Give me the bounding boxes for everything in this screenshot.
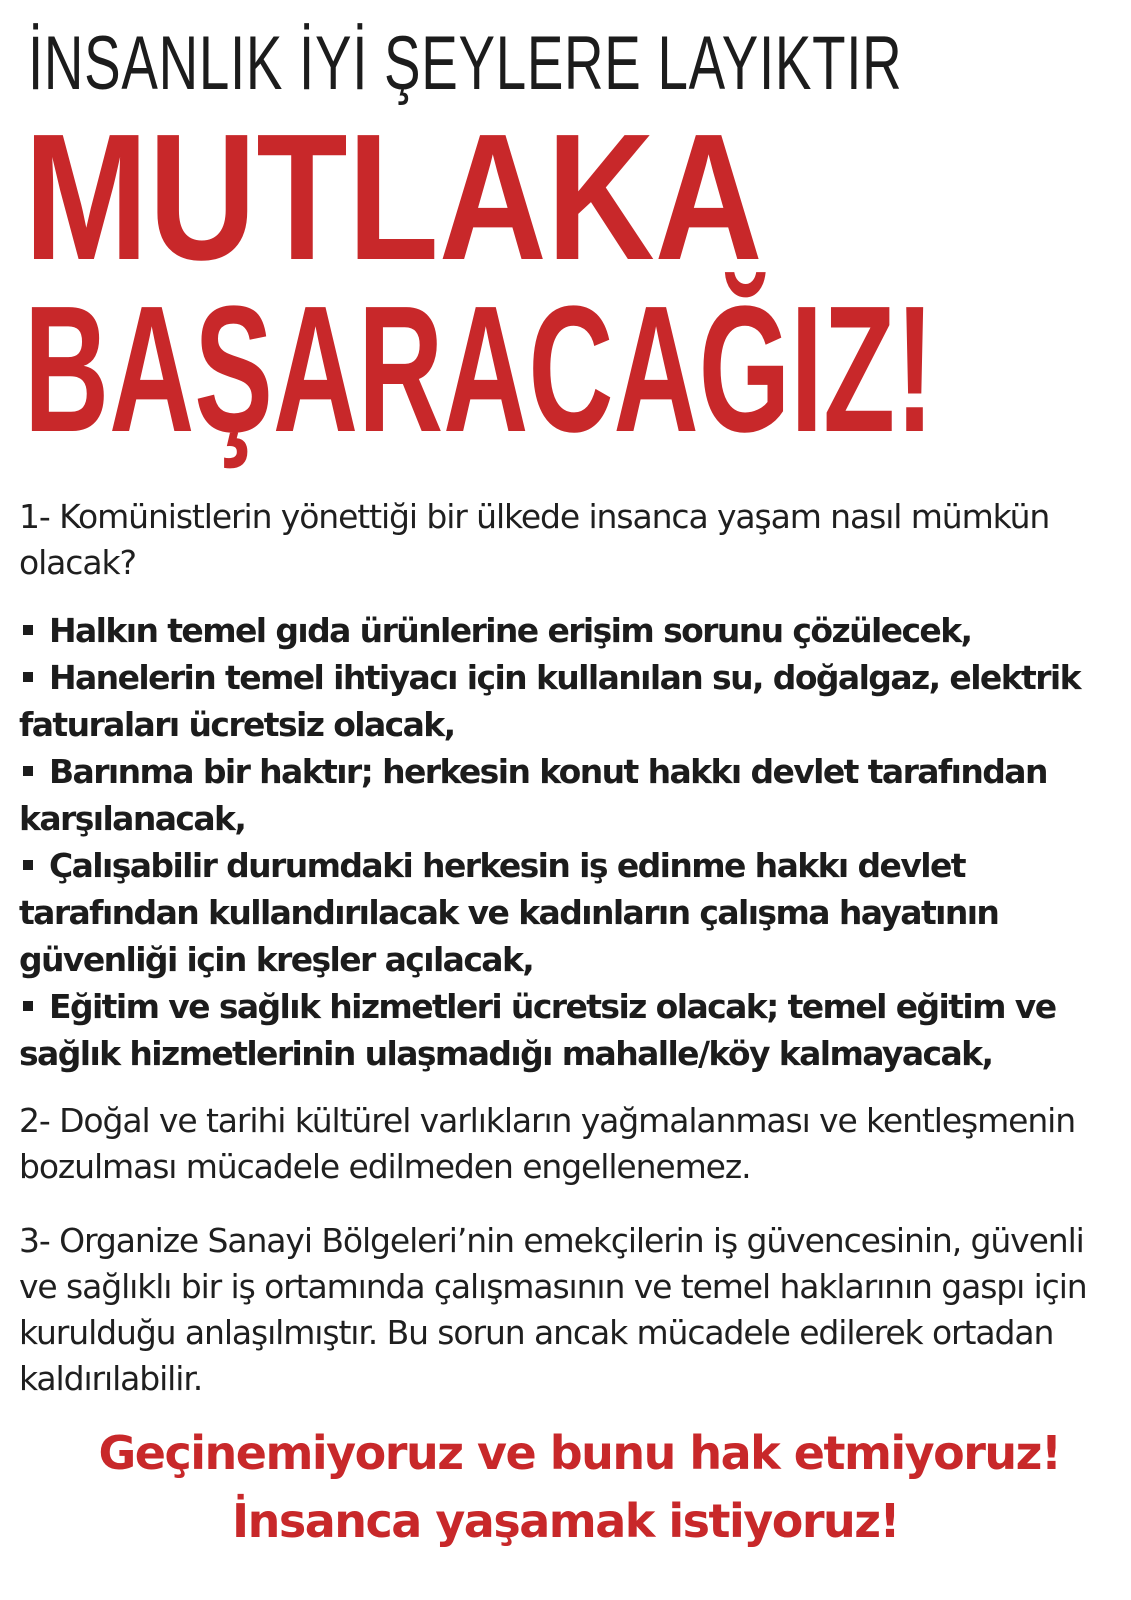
closing-slogan-line2: İnsanca yaşamak istiyoruz! — [231, 1494, 900, 1548]
poster-top-line: İNSANLIK İYİ ŞEYLERE LAYIKTIR — [28, 21, 903, 106]
question-3-text: 3- Organize Sanayi Bölgeleri’nin emekçilerin iş güvencesinin, güvenli ve sağlıklı bir iş ortamında çalışmasının ve temel haklarının gaspı için kurulduğu anlaşılmıştır. Bu sorun ancak mücadele edilerek ortadan kaldırılabilir. — [19, 1221, 1087, 1398]
demand-item-text: Çalışabilir durumdaki herkesin iş edinme hakkı devlet tarafından kullandırılacak ve kadınların çalışma hayatının güvenliği için kreşler açılacak, — [19, 846, 999, 979]
poster-headline-line2: BAŞARACAĞIZ! — [24, 269, 935, 470]
demand-item-text: Eğitim ve sağlık hizmetleri ücretsiz olacak; temel eğitim ve sağlık hizmetlerinin ulaşmadığı mahalle/köy kalmayacak, — [19, 987, 1056, 1073]
demand-item-text: Halkın temel gıda ürünlerine erişim sorunu çözülecek, — [49, 611, 972, 650]
demand-item-text: Hanelerin temel ihtiyacı için kullanılan su, doğalgaz, elektrik faturaları ücretsiz olacak, — [19, 658, 1080, 744]
demand-item — [19, 607, 1114, 654]
demand-item — [19, 983, 1114, 1077]
square-bullet-icon — [23, 860, 33, 870]
demand-item — [19, 748, 1114, 842]
poster-headline-line1: MUTLAKA — [24, 97, 763, 298]
demand-item — [19, 654, 1114, 748]
square-bullet-icon — [23, 625, 33, 635]
square-bullet-icon — [23, 1001, 33, 1011]
closing-slogan-line1: Geçinemiyoruz ve bunu hak etmiyoruz! — [98, 1426, 1061, 1480]
question-2-text: 2- Doğal ve tarihi kültürel varlıkların yağmalanması ve kentleşmenin bozulması mücadele edilmeden engellenemez. — [19, 1101, 1076, 1186]
demands-list — [19, 607, 1114, 1077]
square-bullet-icon — [23, 766, 33, 776]
demand-item — [19, 842, 1114, 983]
question-1-text: 1- Komünistlerin yönettiği bir ülkede insanca yaşam nasıl mümkün olacak? — [19, 497, 1050, 582]
demand-item-text: Barınma bir haktır; herkesin konut hakkı devlet tarafından karşılanacak, — [19, 752, 1047, 838]
square-bullet-icon — [23, 672, 33, 682]
